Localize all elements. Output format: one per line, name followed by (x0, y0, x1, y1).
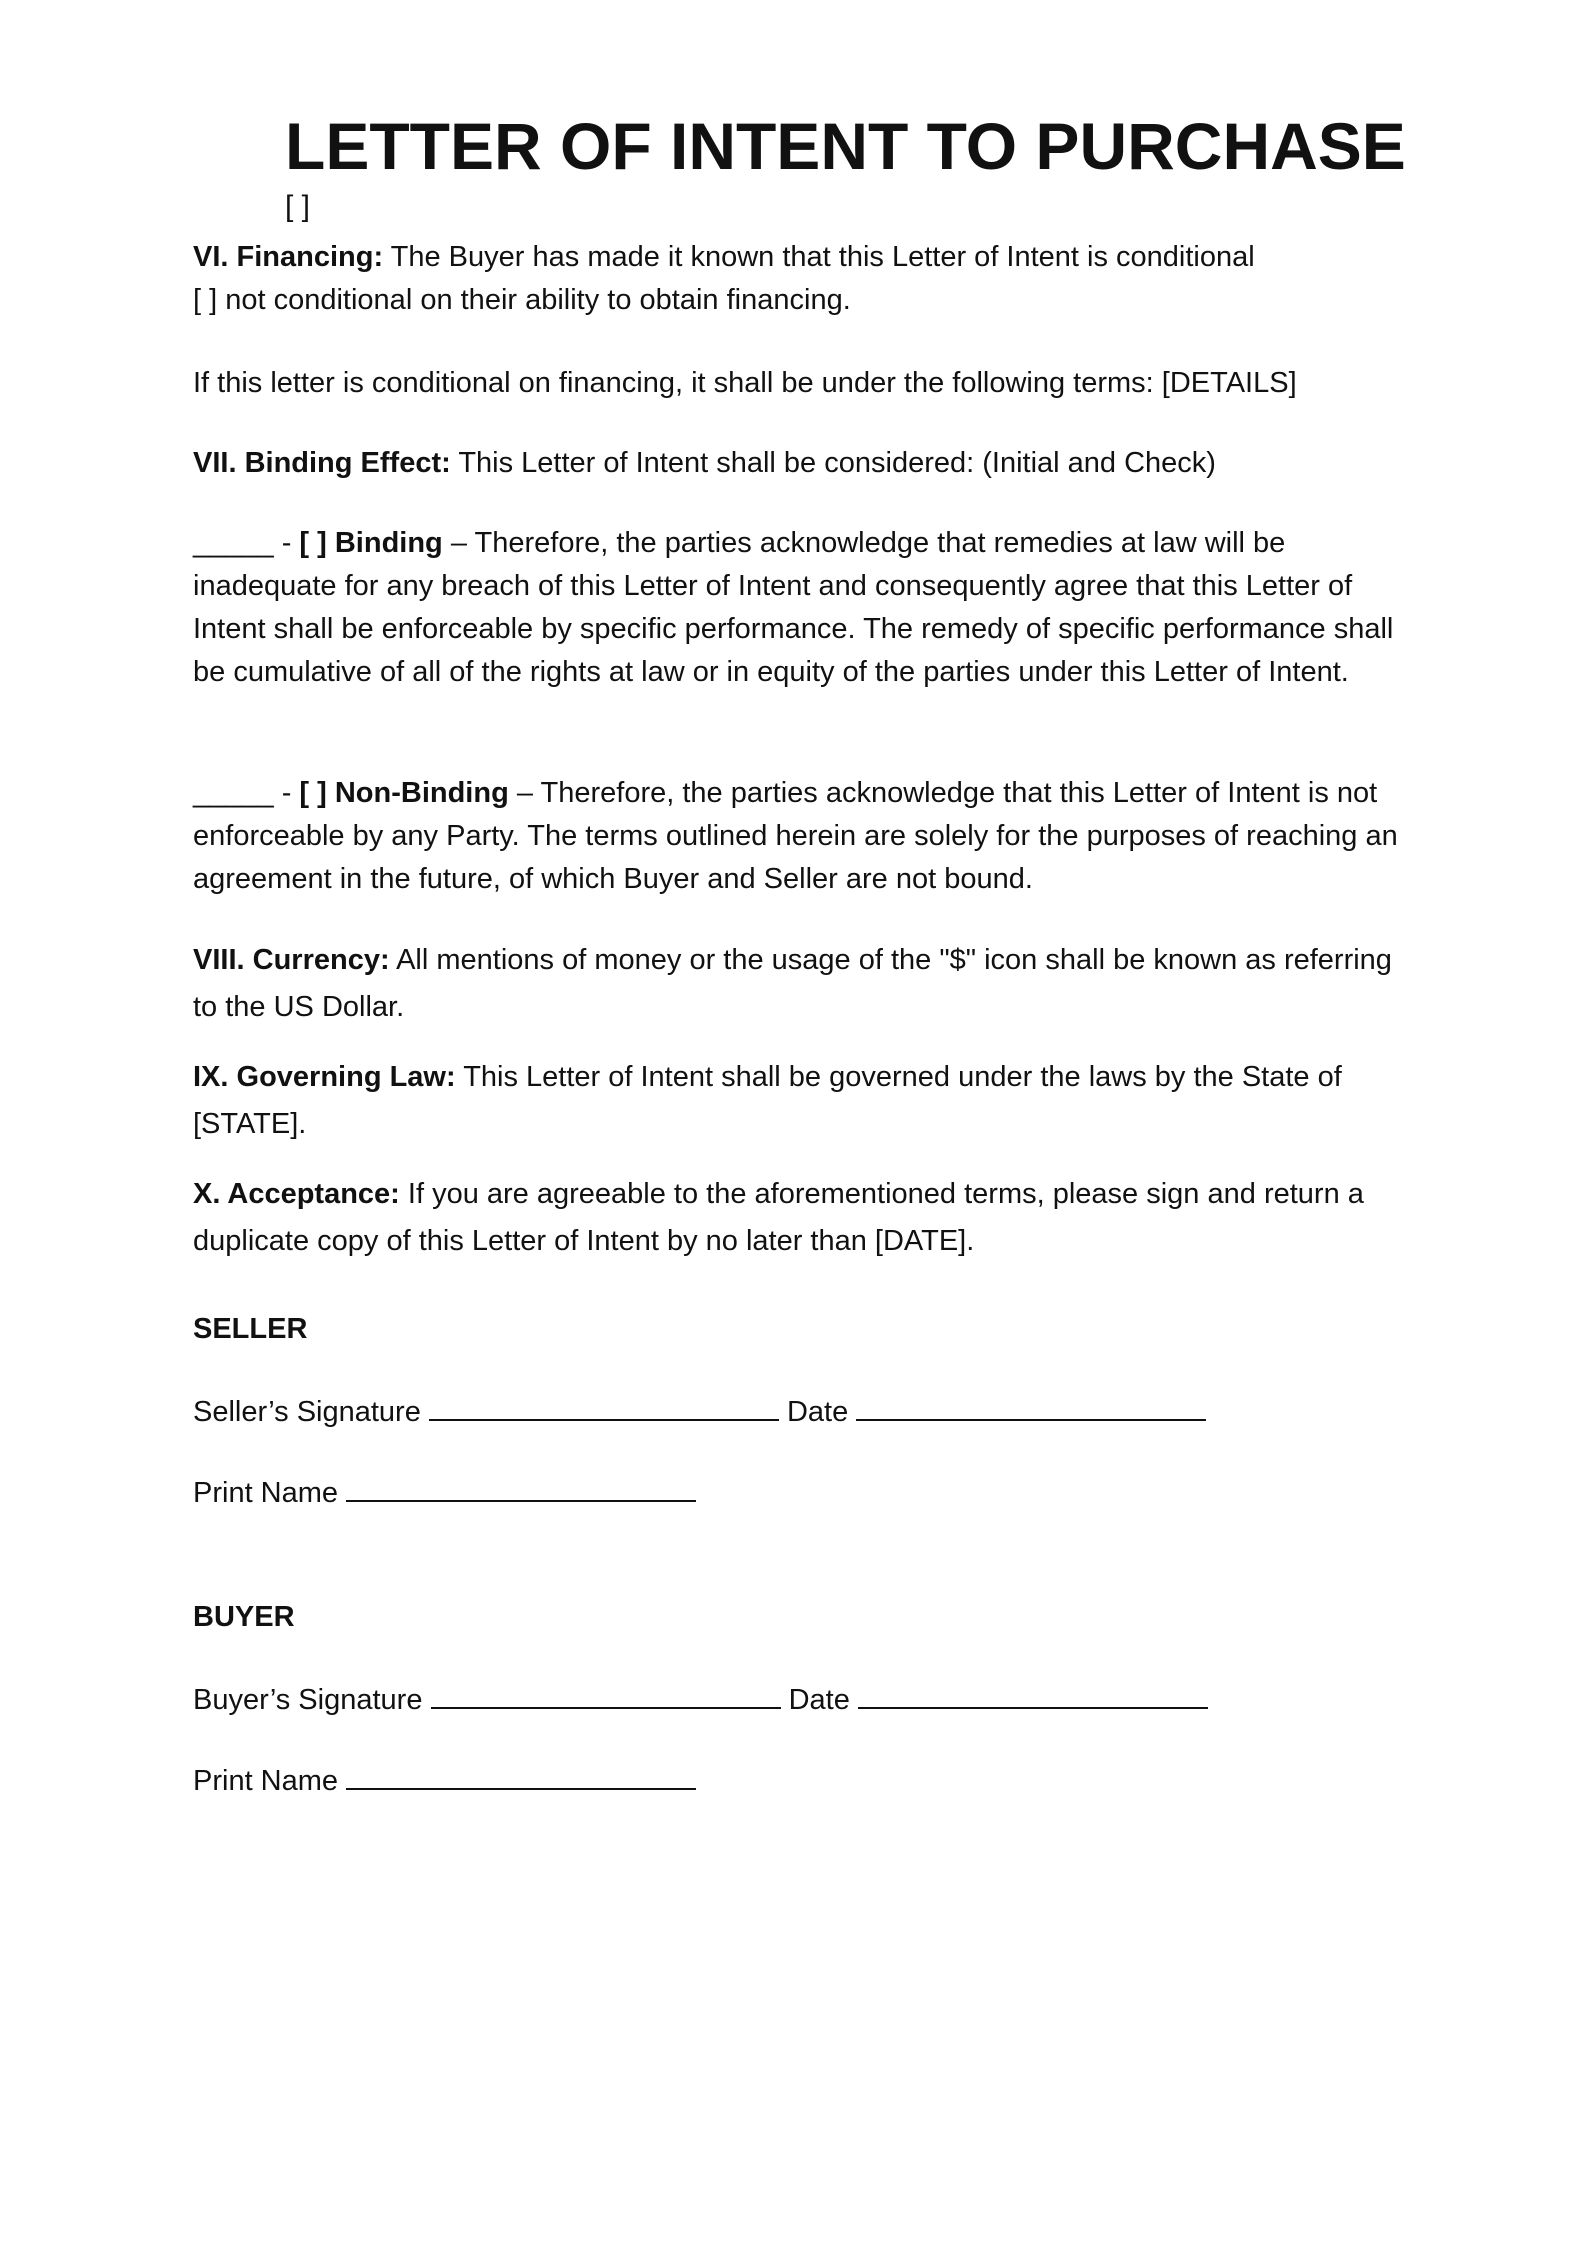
seller-date-label: Date (778, 1396, 857, 1428)
governing-law-text: This Letter of Intent shall be governed under the laws by the State of [STATE]. (193, 1061, 1342, 1140)
buyer-signature-field[interactable] (431, 1681, 781, 1709)
non-binding-text: – Therefore, the parties acknowledge that this Letter of Intent is not enforceable by any Party. The terms outlined herein are solely for the purposes of reaching an agreement in the future, of which Buyer and Seller are not bound. (193, 777, 1398, 895)
financing-details: If this letter is conditional on financing, it shall be under the following terms: [DETAILS] (193, 367, 1297, 399)
binding-label: Binding (326, 527, 443, 559)
binding-effect-text: This Letter of Intent shall be considered: (Initial and Check) (450, 447, 1216, 479)
seller-date-field[interactable] (856, 1393, 1206, 1421)
binding-checkbox: [ ] (299, 527, 327, 559)
buyer-date-field[interactable] (858, 1681, 1208, 1709)
binding-effect-paragraph (193, 442, 1403, 485)
governing-law-heading: IX. Governing Law: (193, 1061, 456, 1093)
financing-text: The Buyer has made it known that this Letter of Intent is conditional (383, 241, 1255, 273)
document-title: LETTER OF INTENT TO PURCHASE (285, 109, 1406, 183)
seller-print-name-label: Print Name (193, 1477, 347, 1509)
binding-initial-blank: _____ - (193, 527, 300, 559)
binding-option (193, 522, 1413, 694)
buyer-date-label: Date (780, 1684, 858, 1716)
seller-print-name-row (193, 1474, 696, 1510)
non-binding-option (193, 772, 1413, 901)
buyer-print-name-row (193, 1762, 696, 1798)
acceptance-text: If you are agreeable to the aforementioned terms, please sign and return a duplicate copy of this Letter of Intent by no later than [DATE]. (193, 1178, 1364, 1257)
seller-signature-field[interactable] (429, 1393, 779, 1421)
buyer-print-name-field[interactable] (346, 1762, 696, 1790)
financing-heading: VI. Financing: (193, 241, 384, 273)
seller-signature-label: Seller’s Signature (193, 1396, 429, 1428)
acceptance-heading: X. Acceptance: (193, 1178, 400, 1210)
buyer-signature-label: Buyer’s Signature (193, 1684, 431, 1716)
non-binding-checkbox: [ ] (299, 777, 327, 809)
buyer-signature-row (193, 1681, 1208, 1717)
title-checkbox: [ ] (285, 190, 311, 223)
seller-signature-row (193, 1393, 1206, 1429)
governing-law-paragraph (193, 1054, 1413, 1148)
seller-print-name-field[interactable] (346, 1474, 696, 1502)
currency-text: All mentions of money or the usage of the "$" icon shall be known as referring to the US Dollar. (193, 944, 1392, 1023)
buyer-heading: BUYER (193, 1601, 295, 1633)
currency-heading: VIII. Currency: (193, 944, 390, 976)
financing-line-1 (193, 236, 1403, 279)
non-binding-label: Non-Binding (326, 777, 509, 809)
acceptance-paragraph (193, 1171, 1413, 1265)
binding-effect-heading: VII. Binding Effect: (193, 447, 451, 479)
seller-heading: SELLER (193, 1313, 308, 1345)
binding-text: – Therefore, the parties acknowledge that remedies at law will be inadequate for any breach of this Letter of Intent and consequently agree that this Letter of Intent shall be enforceable by specific performance. The remedy of specific performance shall be cumulative of all of the rights at law or in equity of the parties under this Letter of Intent. (193, 527, 1394, 688)
currency-paragraph (193, 937, 1413, 1031)
non-binding-initial-blank: _____ - (193, 777, 300, 809)
financing-line-2: [ ] not conditional on their ability to obtain financing. (193, 284, 851, 316)
financing-paragraph (193, 236, 1403, 322)
buyer-print-name-label: Print Name (193, 1765, 347, 1797)
